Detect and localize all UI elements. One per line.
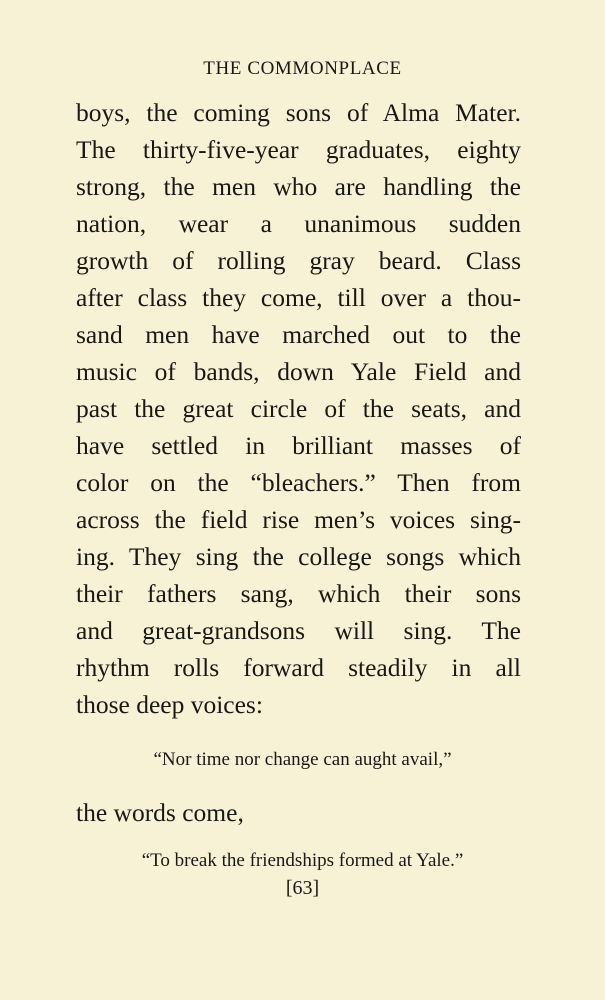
body-line: across the field rise men’s voices sing- <box>76 505 521 534</box>
body-line: boys, the coming sons of Alma Mater. <box>76 98 521 127</box>
body-line: growth of rolling gray beard. Class <box>76 246 521 275</box>
verse-quote-1: “Nor time nor change can aught avail,” <box>153 749 452 770</box>
continuation-text: the words come, <box>76 798 244 827</box>
body-line: past the great circle of the seats, and <box>76 394 521 423</box>
body-line: ing. They sing the college songs which <box>76 542 521 571</box>
body-line: nation, wear a unanimous sudden <box>76 209 521 238</box>
body-line: rhythm rolls forward steadily in all <box>76 653 521 682</box>
verse-quote-2: “To break the friendships formed at Yale.” <box>141 850 464 871</box>
body-line: after class they come, till over a thou- <box>76 283 521 312</box>
body-line: sand men have marched out to the <box>76 320 521 349</box>
body-line: music of bands, down Yale Field and <box>76 357 521 386</box>
running-head: THE COMMONPLACE <box>203 58 402 79</box>
body-line: The thirty-five-year graduates, eighty <box>76 135 521 164</box>
body-line: those deep voices: <box>76 690 263 719</box>
body-line: and great-grandsons will sing. The <box>76 616 521 645</box>
body-line: have settled in brilliant masses of <box>76 431 521 460</box>
body-line: strong, the men who are handling the <box>76 172 521 201</box>
body-paragraph <box>76 94 521 723</box>
body-line: color on the “bleachers.” Then from <box>76 468 521 497</box>
page-number: [63] <box>285 877 320 899</box>
body-line: their fathers sang, which their sons <box>76 579 521 608</box>
